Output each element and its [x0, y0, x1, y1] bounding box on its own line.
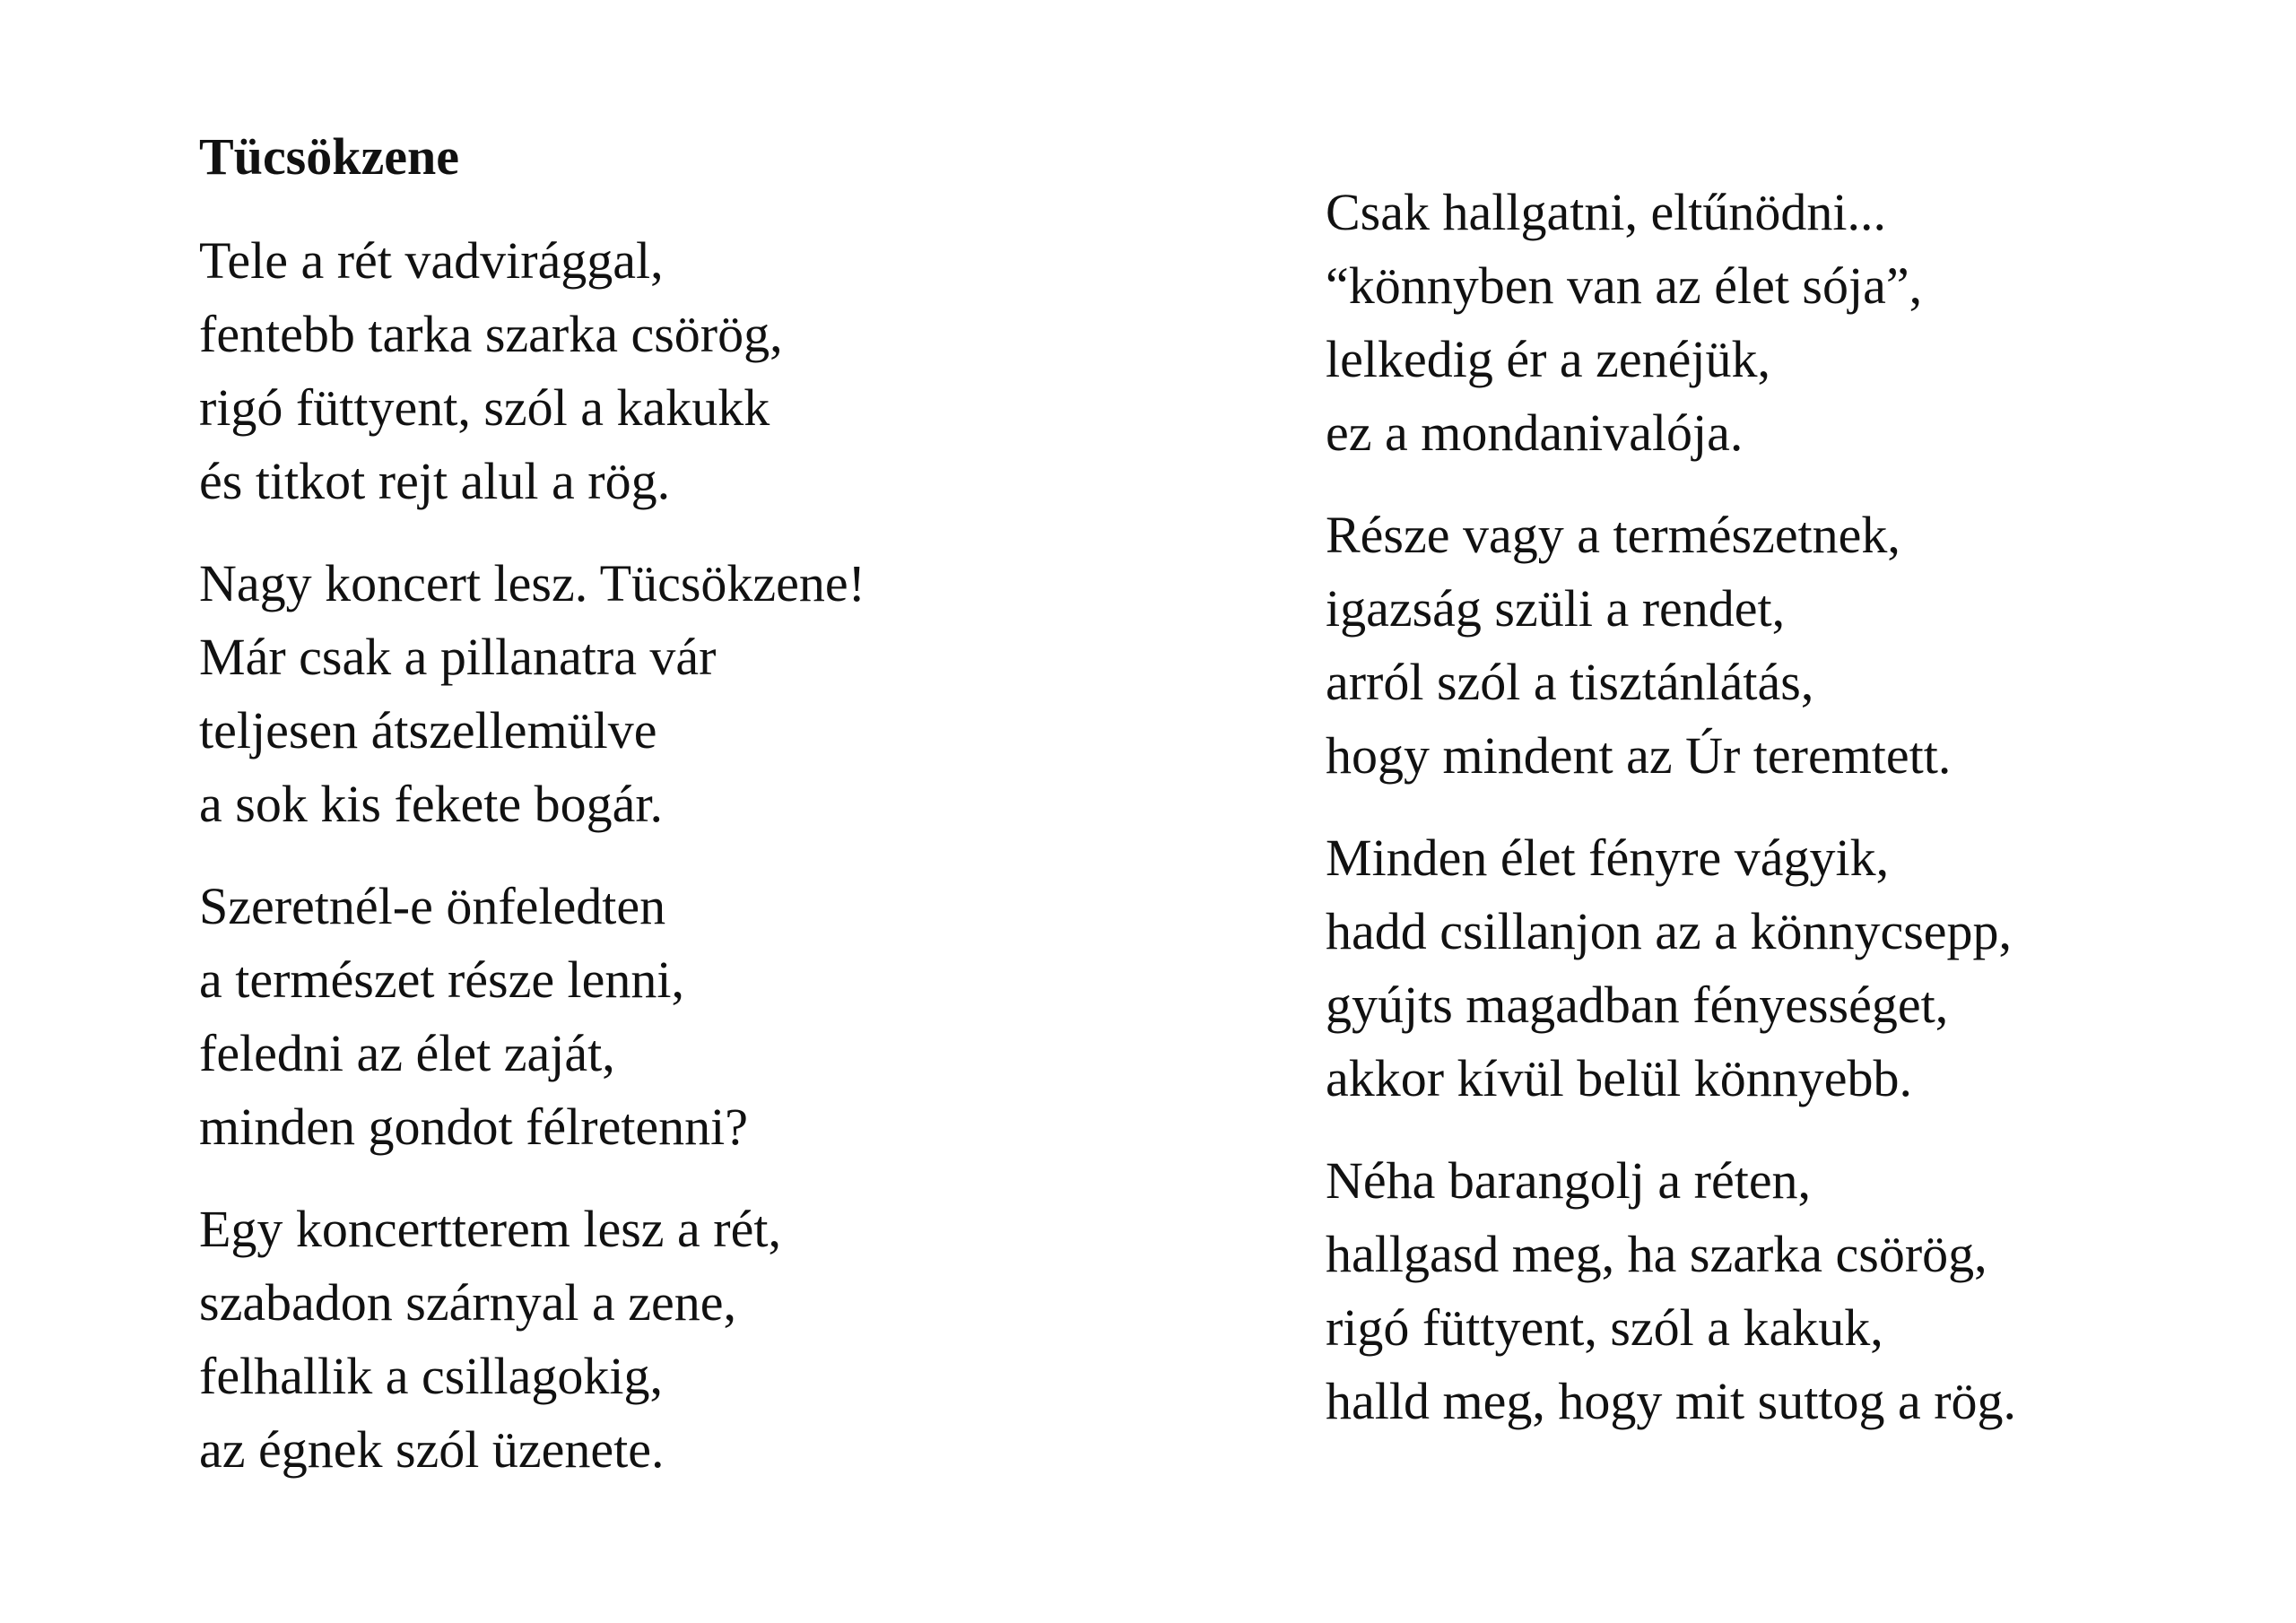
poem-title: Tücsökzene	[199, 127, 459, 186]
poem-line: gyújts magadban fényességet,	[1326, 976, 1949, 1034]
poem-line: Néha barangolj a réten,	[1326, 1151, 1812, 1210]
poem-line: “könnyben van az élet sója”,	[1326, 256, 1923, 315]
poem-line: Minden élet fényre vágyik,	[1326, 829, 1890, 887]
stanza-2	[199, 547, 1231, 841]
poem-line: Már csak a pillanatra vár	[199, 628, 717, 686]
poem-line: a természet része lenni,	[199, 950, 685, 1009]
poem-line: arról szól a tisztánlátás,	[1326, 653, 1814, 711]
poem-line: Része vagy a természetnek,	[1326, 506, 1900, 564]
stanza-5	[1326, 176, 2296, 470]
poem-line: igazság szüli a rendet,	[1326, 579, 1786, 638]
stanza-1	[199, 224, 1231, 518]
poem-line: feledni az élet zaját,	[199, 1024, 615, 1082]
poem-line: Szeretnél-e önfeledten	[199, 877, 666, 935]
right-column	[1326, 176, 2296, 1467]
poem-line: Nagy koncert lesz. Tücsökzene!	[199, 554, 865, 612]
poem-line: akkor kívül belül könnyebb.	[1326, 1049, 1913, 1107]
poem-line: Tele a rét vadvirággal,	[199, 231, 664, 290]
poem-line: rigó füttyent, szól a kakukk	[199, 378, 770, 437]
poem-line: hadd csillanjon az a könnycsepp,	[1326, 902, 2013, 960]
stanza-7	[1326, 821, 2296, 1115]
poem-line: ez a mondanivalója.	[1326, 404, 1744, 462]
poem-line: Csak hallgatni, eltűnödni...	[1326, 183, 1887, 241]
poem-line: minden gondot félretenni?	[199, 1098, 749, 1156]
poem-line: felhallik a csillagokig,	[199, 1347, 664, 1405]
left-column	[199, 126, 1231, 1515]
stanza-3	[199, 870, 1231, 1164]
poem-line: szabadon szárnyal a zene,	[199, 1273, 737, 1332]
poem-line: a sok kis fekete bogár.	[199, 775, 664, 833]
poem-line: halld meg, hogy mit suttog a rög.	[1326, 1372, 2017, 1430]
poem-line: és titkot rejt alul a rög.	[199, 452, 671, 510]
poem-line: fentebb tarka szarka csörög,	[199, 305, 783, 363]
stanza-4	[199, 1193, 1231, 1487]
stanza-8	[1326, 1144, 2296, 1438]
poem-line: teljesen átszellemülve	[199, 701, 657, 759]
poem-line: Egy koncertterem lesz a rét,	[199, 1200, 781, 1258]
poem-line: az égnek szól üzenete.	[199, 1420, 665, 1479]
poem-line: rigó füttyent, szól a kakuk,	[1326, 1298, 1883, 1357]
poem-line: hallgasd meg, ha szarka csörög,	[1326, 1225, 1987, 1283]
poem-line: hogy mindent az Úr teremtett.	[1326, 726, 1952, 785]
poem-line: lelkedig ér a zenéjük,	[1326, 330, 1770, 388]
stanza-6	[1326, 499, 2296, 793]
